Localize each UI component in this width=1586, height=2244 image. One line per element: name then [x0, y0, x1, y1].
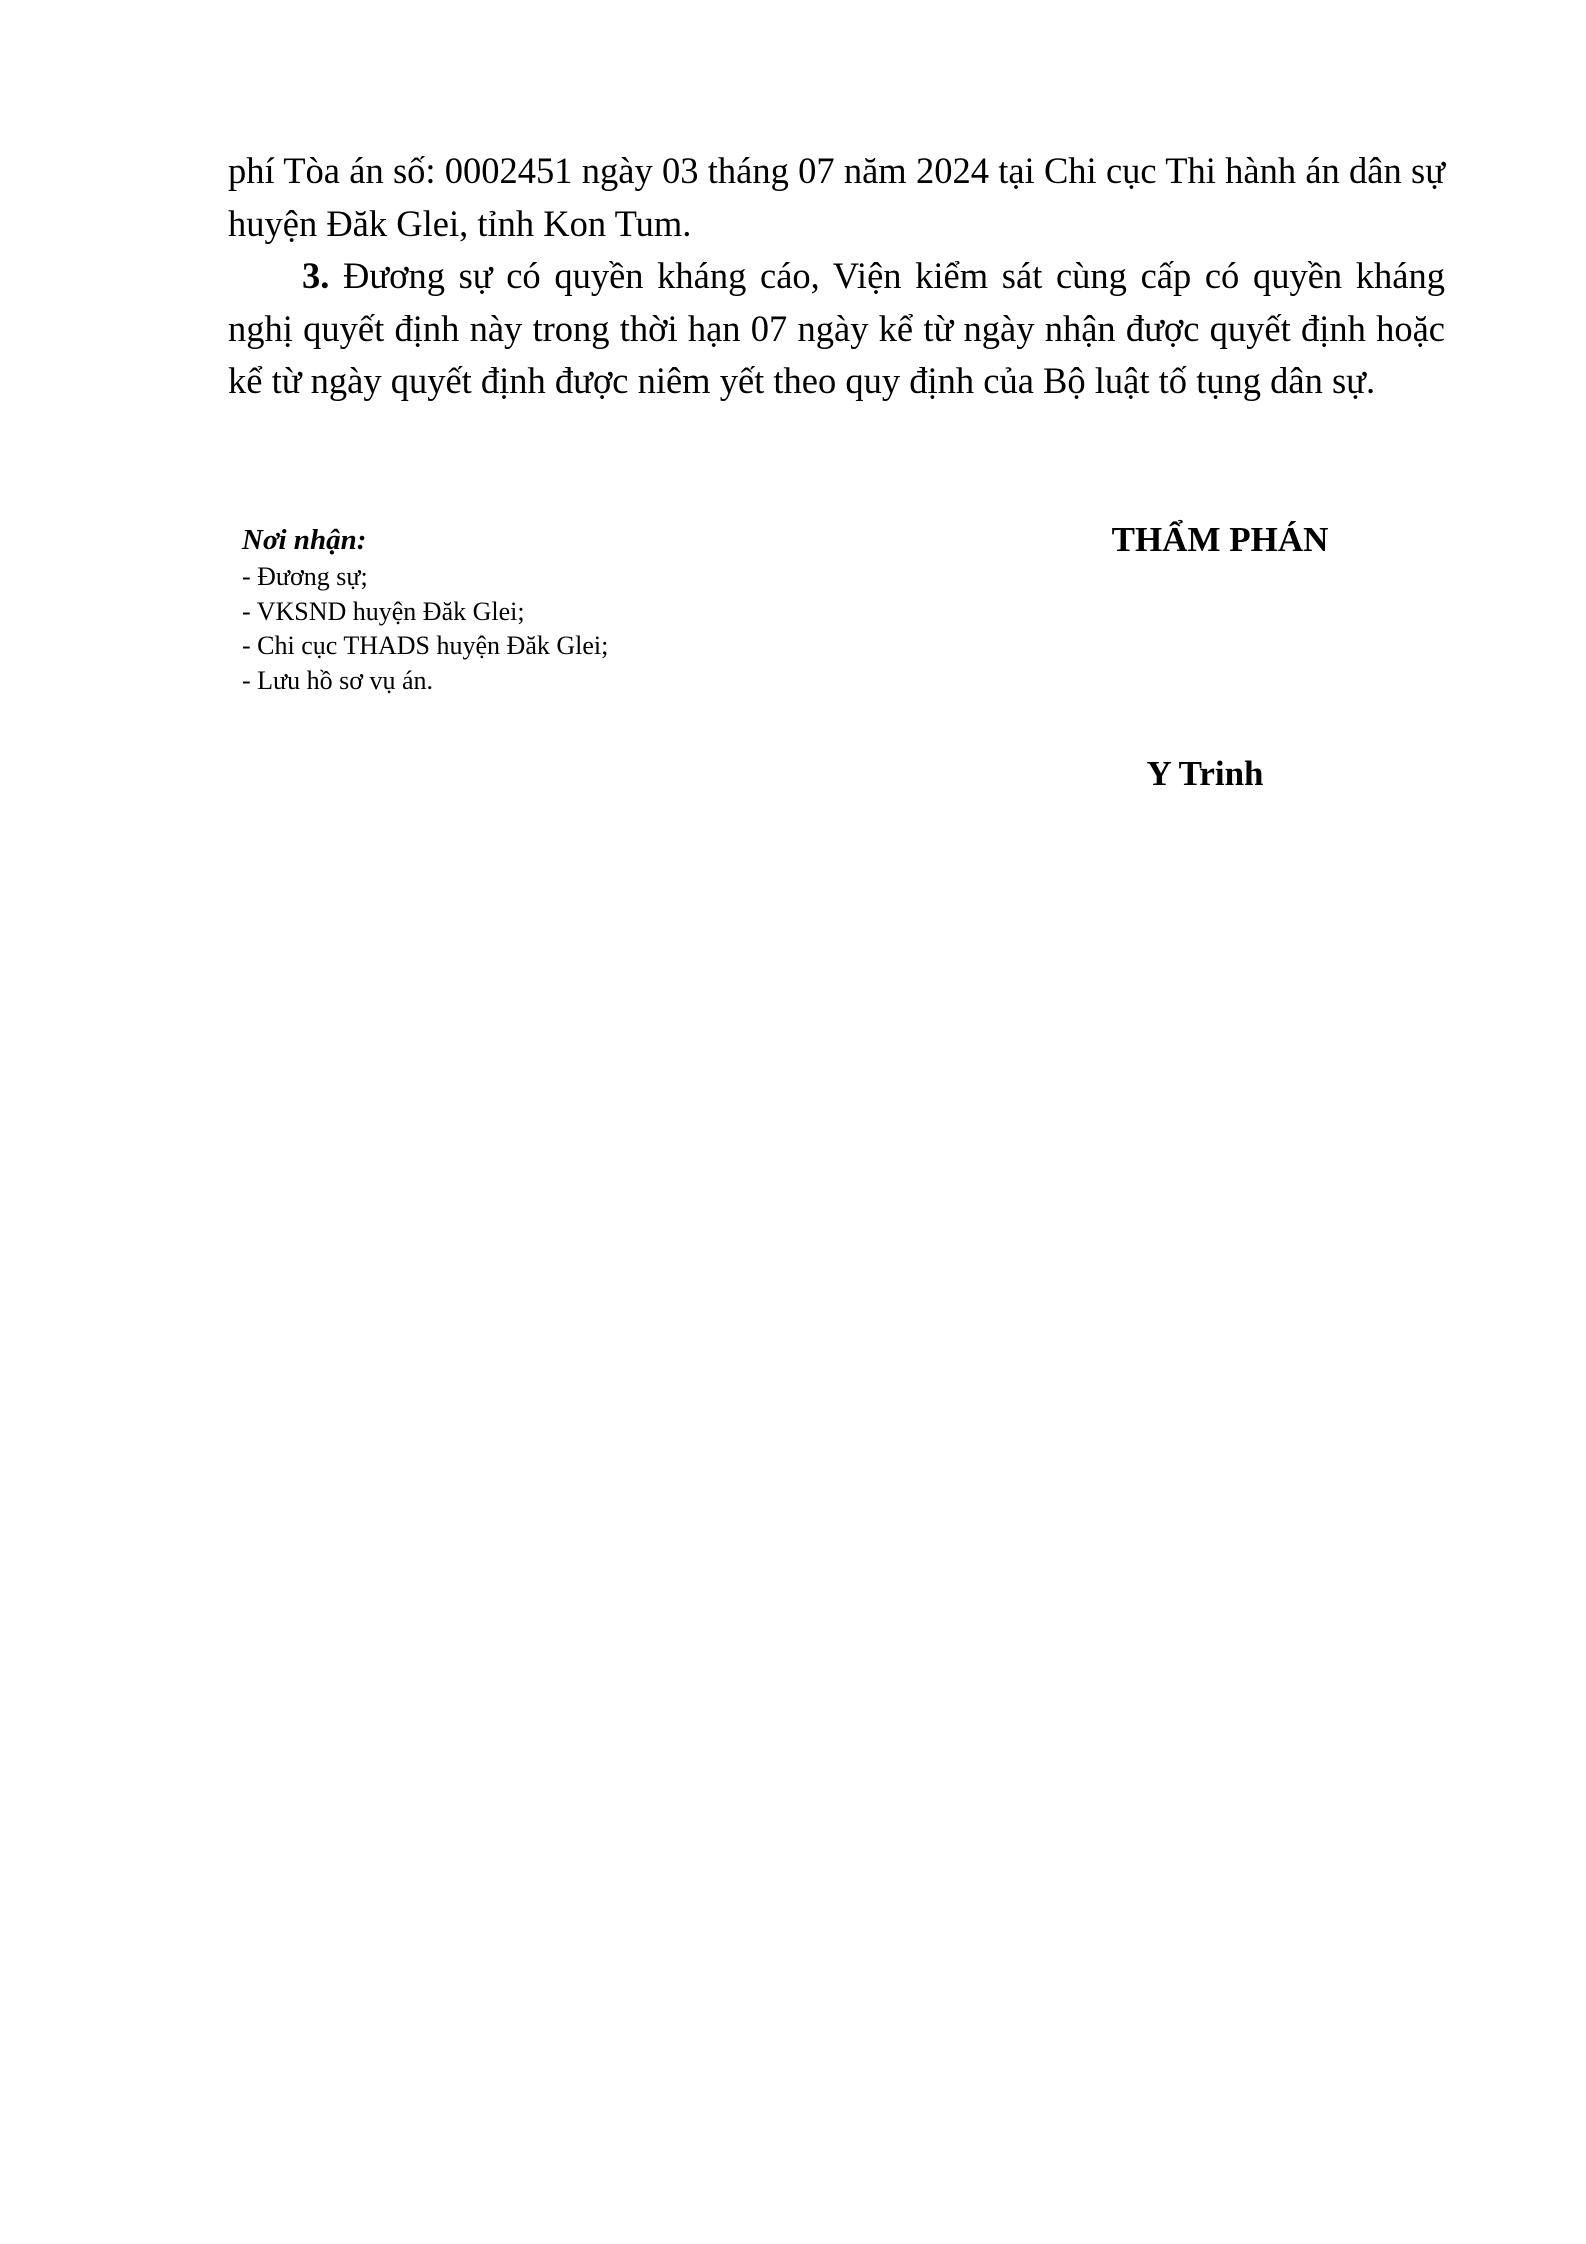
recipients-heading: Nơi nhận: — [242, 524, 367, 556]
recipient-item: - VKSND huyện Đăk Glei; — [242, 596, 525, 626]
recipients-block — [242, 520, 842, 698]
paragraph-text: Đương sự có quyền kháng cáo, Viện kiểm sát cùng cấp có quyền kháng nghị quyết định này trong thời hạn 07 ngày kể từ ngày nhận được quyết định hoặc kể từ ngày quyết định được niêm yết theo quy định của Bộ luật tố tụng dân sự. — [228, 255, 1445, 401]
signer-name: Y Trinh — [1146, 754, 1264, 793]
signer-title: THẨM PHÁN — [1111, 520, 1329, 559]
document-body — [228, 145, 1445, 408]
paragraph-text: phí Tòa án số: 0002451 ngày 03 tháng 07 năm 2024 tại Chi cục Thi hành án dân sự huyện Đăk Glei, tỉnh Kon Tum. — [228, 150, 1445, 244]
recipient-item: - Đương sự; — [242, 562, 368, 591]
recipient-item: - Lưu hồ sơ vụ án. — [242, 665, 434, 695]
paragraph-appeal-rights — [228, 250, 1445, 408]
paragraph-number: 3. — [302, 255, 330, 296]
recipients-list — [242, 560, 842, 698]
recipient-item: - Chi cục THADS huyện Đăk Glei; — [242, 631, 609, 660]
paragraph-fee-receipt — [228, 145, 1445, 250]
